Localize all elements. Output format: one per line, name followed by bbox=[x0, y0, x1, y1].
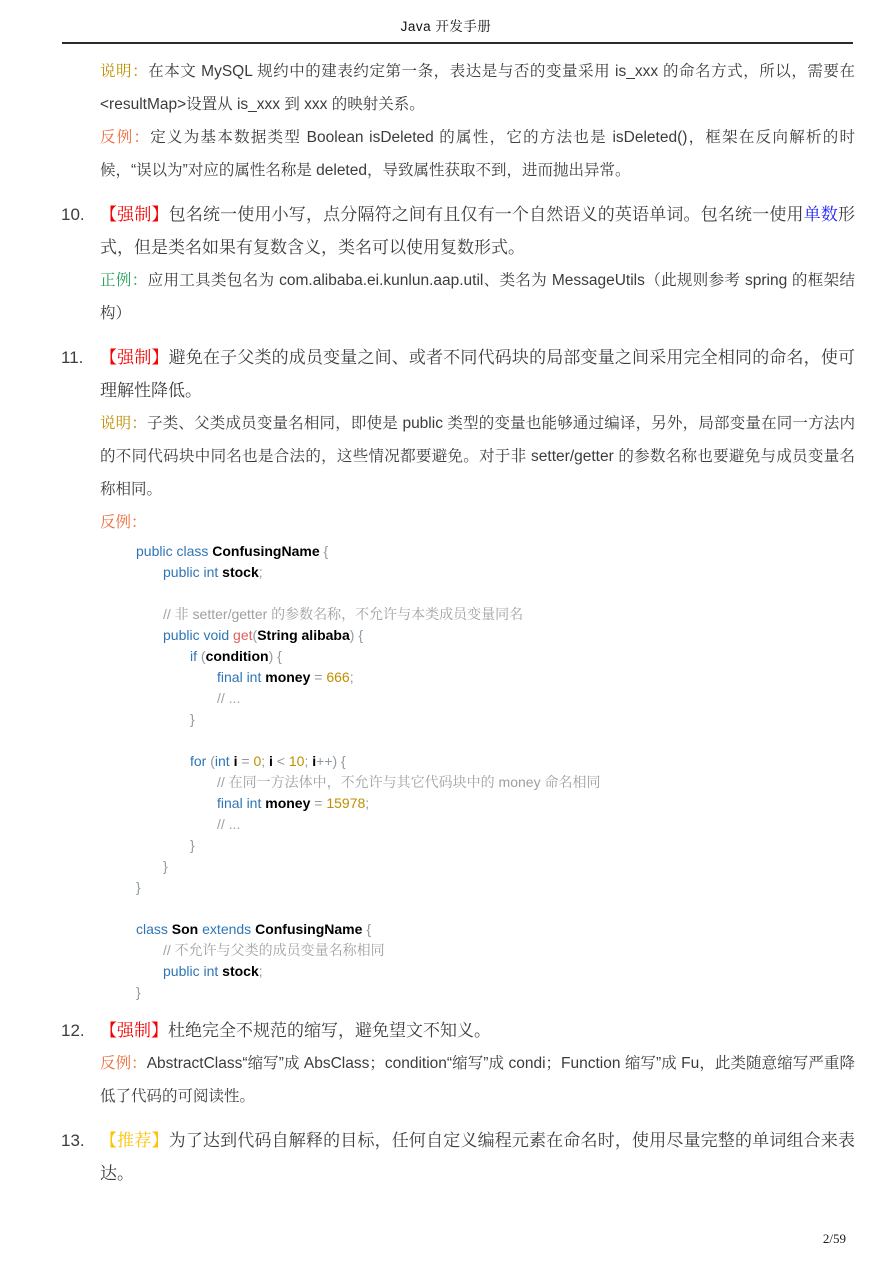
kw: public int bbox=[163, 963, 223, 979]
pn: } bbox=[163, 858, 168, 874]
id: ConfusingName bbox=[255, 921, 367, 937]
id: stock bbox=[222, 564, 259, 580]
text-run: 形式，但是类名如果有复数含义，类名可以使用复数形式。 bbox=[100, 205, 856, 257]
pn: ) { bbox=[268, 648, 282, 664]
pn: } bbox=[136, 879, 141, 895]
pn: } bbox=[190, 711, 195, 727]
page-title: Java 开发手册 bbox=[400, 19, 492, 34]
code-line bbox=[0, 919, 855, 940]
code-line bbox=[0, 940, 855, 961]
kw: int bbox=[214, 753, 234, 769]
pn: } bbox=[190, 837, 195, 853]
code-line bbox=[0, 856, 855, 877]
pn: ; bbox=[304, 753, 313, 769]
text-run: 避免在子父类的成员变量之间、或者不同代码块的局部变量之间采用完全相同的命名，使可理解性降低。 bbox=[100, 348, 856, 400]
code-block bbox=[0, 541, 855, 1003]
note-zhengli-package bbox=[100, 264, 855, 330]
code-line bbox=[0, 709, 855, 730]
text-run: 包名统一使用小写，点分隔符之间有且仅有一个自然语义的英语单词。包名统一使用 bbox=[168, 205, 804, 224]
kw: if bbox=[190, 648, 201, 664]
id: condition bbox=[205, 648, 269, 664]
pn: ; bbox=[261, 753, 270, 769]
pn: ( bbox=[200, 648, 206, 664]
id: money bbox=[265, 669, 311, 685]
text-run: 在本文 MySQL 规约中的建表约定第一条，表达是与否的变量采用 is_xxx 的命名方式，所以，需要在<resultMap>设置从 is_xxx 到 xxx 的映射关系。 bbox=[100, 63, 855, 113]
code-line bbox=[0, 667, 855, 688]
label-good: 正例： bbox=[100, 272, 148, 289]
pn: ) { bbox=[349, 627, 363, 643]
label-bad: 反例： bbox=[100, 514, 147, 531]
pn: = bbox=[237, 753, 254, 769]
code-line bbox=[0, 877, 855, 898]
lit: 666 bbox=[326, 669, 350, 685]
code-line bbox=[0, 604, 855, 625]
code-line bbox=[0, 772, 855, 793]
rule-item-13 bbox=[0, 1124, 855, 1190]
id: i bbox=[269, 753, 273, 769]
note-shuoming-ismapping bbox=[100, 55, 855, 121]
rule-number: 11. bbox=[61, 348, 84, 367]
label-bad: 反例： bbox=[100, 1055, 147, 1072]
lit: 0 bbox=[253, 753, 262, 769]
label-force: 【强制】 bbox=[100, 348, 169, 367]
blue: 单数 bbox=[803, 205, 839, 224]
code-line bbox=[0, 982, 855, 1003]
kw: extends bbox=[202, 921, 256, 937]
pn: { bbox=[366, 921, 371, 937]
cm: // ... bbox=[217, 690, 241, 706]
text-run: 为了达到代码自解释的目标，任何自定义编程元素在命名时，使用尽量完整的单词组合来表达。 bbox=[100, 1131, 856, 1183]
page-number: 2/59 bbox=[822, 1231, 846, 1246]
code-line bbox=[0, 541, 855, 562]
pn: = bbox=[310, 795, 327, 811]
kw: class bbox=[136, 921, 172, 937]
rule-item-10 bbox=[0, 198, 855, 264]
kw: for bbox=[190, 753, 211, 769]
kw: public int bbox=[163, 564, 223, 580]
id: stock bbox=[222, 963, 259, 979]
pn: < bbox=[272, 753, 289, 769]
kw: final int bbox=[217, 795, 266, 811]
code-line bbox=[0, 583, 855, 604]
page-footer bbox=[823, 1231, 846, 1247]
label-bad: 反例： bbox=[100, 129, 151, 146]
lit: 10 bbox=[288, 753, 305, 769]
kw: final int bbox=[217, 669, 266, 685]
label-note: 说明： bbox=[100, 63, 149, 80]
pn: ( bbox=[252, 627, 258, 643]
label-rec: 【推荐】 bbox=[100, 1131, 169, 1150]
pn: ; bbox=[365, 795, 370, 811]
cm: // 不允许与父类的成员变量名称相同 bbox=[163, 942, 385, 958]
pn: = bbox=[310, 669, 327, 685]
text-run: 定义为基本数据类型 Boolean isDeleted 的属性，它的方法也是 isDeleted()，框架在反向解析的时候，“误以为”对应的属性名称是 deleted，导致属性获取不到，进而抛出异常。 bbox=[100, 129, 855, 179]
id: money bbox=[265, 795, 311, 811]
lit: 15978 bbox=[326, 795, 366, 811]
mth: get bbox=[233, 627, 253, 643]
rule-item-11 bbox=[0, 341, 855, 407]
document-content bbox=[0, 44, 892, 1190]
rule-number: 10. bbox=[61, 205, 85, 224]
text-run: 应用工具类包名为 com.alibaba.ei.kunlun.aap.util、类名为 MessageUtils（此规则参考 spring 的框架结构） bbox=[100, 272, 855, 322]
code-line bbox=[0, 730, 855, 751]
pn: ++) { bbox=[316, 753, 346, 769]
code-line bbox=[0, 961, 855, 982]
code-line bbox=[0, 898, 855, 919]
label-force: 【强制】 bbox=[100, 1021, 168, 1040]
cm: // 非 setter/getter 的参数名称，不允许与本类成员变量同名 bbox=[163, 606, 524, 622]
code-line bbox=[0, 814, 855, 835]
rule-item-12 bbox=[0, 1014, 855, 1047]
code-line bbox=[0, 835, 855, 856]
note-shuoming-samename bbox=[100, 407, 855, 506]
cm: // ... bbox=[217, 816, 241, 832]
code-line bbox=[0, 793, 855, 814]
pn: { bbox=[323, 543, 329, 559]
code-line bbox=[0, 751, 855, 772]
label-note: 说明： bbox=[100, 415, 148, 432]
pn: ; bbox=[258, 963, 263, 979]
code-line bbox=[0, 646, 855, 667]
note-fanli-isdeleted bbox=[100, 121, 855, 187]
cm: // 在同一方法体中，不允许与其它代码块中的 money 命名相同 bbox=[217, 774, 601, 790]
note-fanli-code-intro bbox=[100, 506, 855, 539]
pn: ( bbox=[210, 753, 215, 769]
id: ConfusingName bbox=[212, 543, 324, 559]
id: Son bbox=[171, 921, 203, 937]
pn: ; bbox=[258, 564, 263, 580]
rule-number: 12. bbox=[61, 1021, 85, 1040]
code-line bbox=[0, 625, 855, 646]
id: String alibaba bbox=[257, 627, 350, 643]
id: i bbox=[312, 753, 317, 769]
id: i bbox=[233, 753, 238, 769]
text-run: 杜绝完全不规范的缩写，避免望文不知义。 bbox=[168, 1021, 491, 1040]
kw: public class bbox=[136, 543, 213, 559]
note-fanli-abbreviation bbox=[100, 1047, 855, 1113]
text-run: 子类、父类成员变量名相同，即使是 public 类型的变量也能够通过编译，另外，局部变量在同一方法内的不同代码块中同名也是合法的，这些情况都要避免。对于非 setter/getter 的参数名称也要避免与成员变量名称相同。 bbox=[100, 415, 855, 498]
pn: ; bbox=[349, 669, 354, 685]
code-line bbox=[0, 688, 855, 709]
rule-number: 13. bbox=[61, 1131, 85, 1150]
label-force: 【强制】 bbox=[100, 205, 169, 224]
text-run: AbstractClass“缩写”成 AbsClass；condition“缩写”成 condi；Function 缩写”成 Fu，此类随意缩写严重降低了代码的可阅读性。 bbox=[100, 1055, 855, 1105]
code-line bbox=[0, 562, 855, 583]
pn: } bbox=[136, 984, 141, 1000]
kw: public void bbox=[163, 627, 234, 643]
